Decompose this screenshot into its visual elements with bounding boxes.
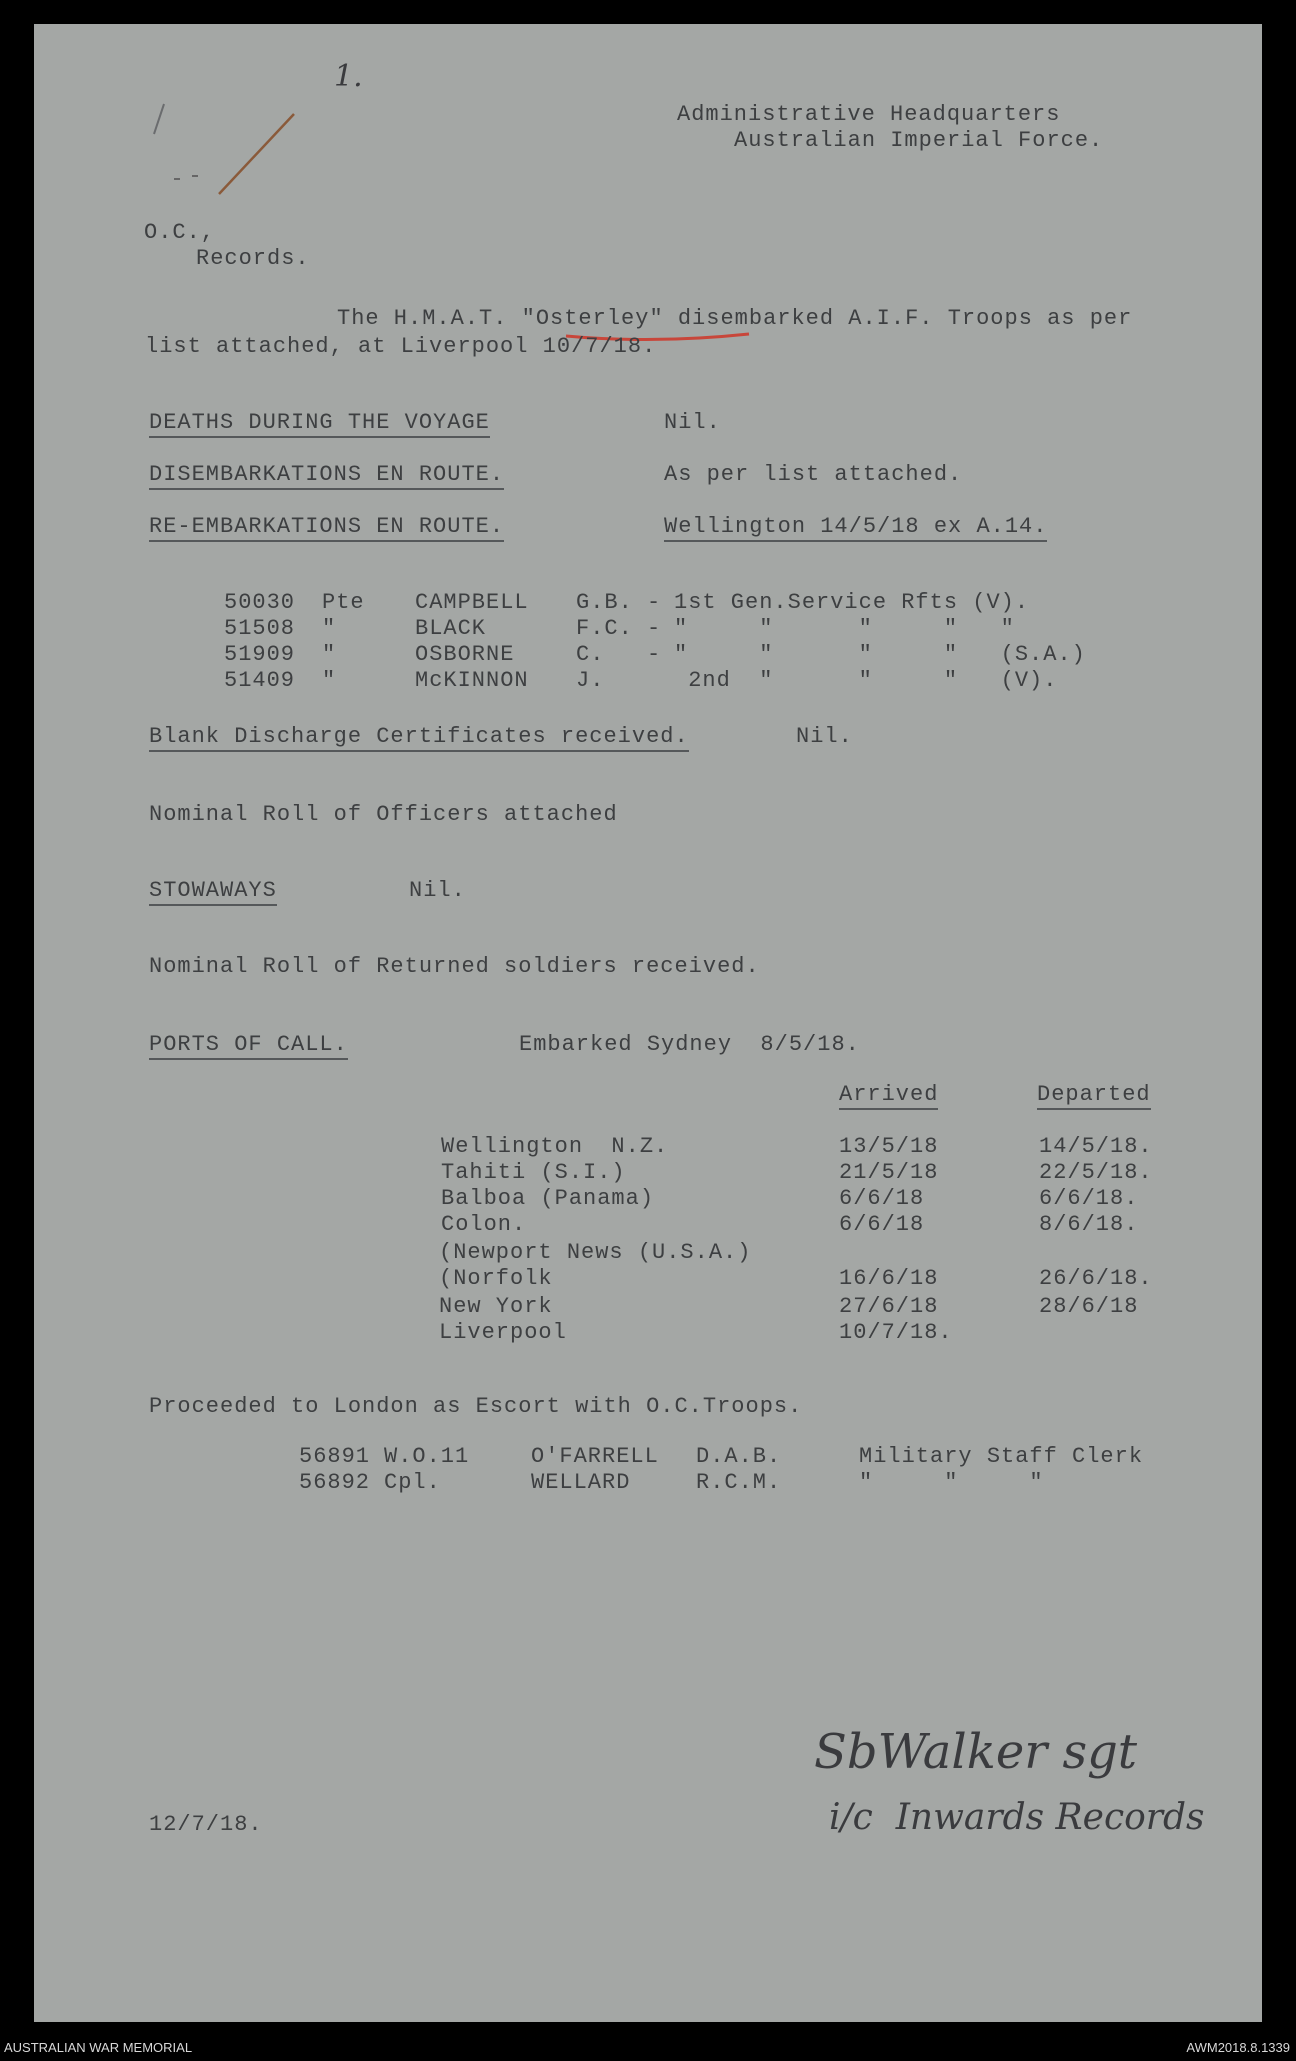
addressee-line-2: Records.	[196, 246, 310, 271]
escort-service-no: 56892	[299, 1470, 371, 1495]
header-line-2: Australian Imperial Force.	[734, 128, 1104, 153]
reembarkations-label: RE-EMBARKATIONS EN ROUTE.	[149, 514, 504, 542]
port-departed: 22/5/18.	[1039, 1160, 1153, 1185]
reemb-name: CAMPBELL	[415, 590, 529, 615]
col-arrived: Arrived	[839, 1082, 938, 1110]
port-name: Balboa (Panama)	[441, 1186, 655, 1211]
disembarkations-value: As per list attached.	[664, 462, 963, 487]
port-arrived: 10/7/18.	[839, 1320, 953, 1345]
document-date: 12/7/18.	[149, 1812, 263, 1837]
escort-title: Proceeded to London as Escort with O.C.Troops.	[149, 1394, 803, 1419]
reemb-service-no: 51909	[224, 642, 296, 667]
reemb-initials: J.	[576, 668, 605, 693]
stowaways-label: STOWAWAYS	[149, 878, 277, 906]
signature: SbWalker sgt	[814, 1724, 1138, 1780]
signature-title: i/c Inwards Records	[829, 1797, 1205, 1838]
addressee-line-1: O.C.,	[144, 220, 216, 245]
reemb-rank: Pte	[322, 590, 365, 615]
escort-role: " " "	[859, 1470, 1044, 1495]
reemb-unit: 2nd " " " (V).	[674, 668, 1058, 693]
reemb-rank: "	[322, 642, 337, 667]
port-name: Liverpool	[439, 1320, 567, 1345]
reemb-unit: " " " " (S.A.)	[674, 642, 1086, 667]
footer-accession-number: AWM2018.8.1339	[1186, 2040, 1290, 2055]
page-mark: 1.	[334, 59, 363, 94]
escort-unit: D.A.B.	[696, 1444, 782, 1469]
reemb-service-no: 51409	[224, 668, 296, 693]
ports-embarked: Embarked Sydney 8/5/18.	[519, 1032, 860, 1057]
port-arrived: 6/6/18	[839, 1186, 925, 1211]
port-arrived: 6/6/18	[839, 1212, 925, 1237]
document-page	[34, 24, 1262, 2022]
port-name: New York	[439, 1294, 553, 1319]
port-name: Tahiti (S.I.)	[441, 1160, 626, 1185]
reemb-unit: " " " " "	[674, 616, 1015, 641]
pencil-mark	[144, 94, 324, 214]
intro-line-2: list attached, at Liverpool 10/7/18.	[145, 334, 657, 359]
port-departed: 26/6/18.	[1039, 1266, 1153, 1291]
port-name: (Newport News (U.S.A.)	[439, 1240, 752, 1265]
reemb-rank: "	[322, 668, 337, 693]
port-departed: 6/6/18.	[1039, 1186, 1139, 1211]
reemb-initials: C. -	[576, 642, 662, 667]
reemb-rank: "	[322, 616, 337, 641]
reemb-name: McKINNON	[415, 668, 529, 693]
reemb-name: OSBORNE	[415, 642, 515, 667]
intro-line-1: The H.M.A.T. "Osterley" disembarked A.I.F. Troops as per	[337, 306, 1133, 331]
reemb-service-no: 51508	[224, 616, 296, 641]
reemb-service-no: 50030	[224, 590, 296, 615]
port-departed: 8/6/18.	[1039, 1212, 1139, 1237]
reemb-initials: G.B. -	[576, 590, 662, 615]
port-arrived: 27/6/18	[839, 1294, 939, 1319]
port-departed: 28/6/18	[1039, 1294, 1139, 1319]
blank-discharge-value: Nil.	[796, 724, 853, 749]
disembarkations-label: DISEMBARKATIONS EN ROUTE.	[149, 462, 504, 490]
port-departed: 14/5/18.	[1039, 1134, 1153, 1159]
footer-institution: AUSTRALIAN WAR MEMORIAL	[4, 2040, 193, 2055]
stowaways-value: Nil.	[409, 878, 466, 903]
escort-rank: W.O.11	[384, 1444, 470, 1469]
escort-name: O'FARRELL	[531, 1444, 659, 1469]
deaths-label: DEATHS DURING THE VOYAGE	[149, 410, 490, 438]
reembarkations-value: Wellington 14/5/18 ex A.14.	[664, 514, 1047, 542]
port-name: Wellington N.Z.	[441, 1134, 669, 1159]
port-arrived: 16/6/18	[839, 1266, 939, 1291]
escort-unit: R.C.M.	[696, 1470, 782, 1495]
port-arrived: 21/5/18	[839, 1160, 939, 1185]
col-departed: Departed	[1037, 1082, 1151, 1110]
reemb-unit: 1st Gen.Service Rfts (V).	[674, 590, 1030, 615]
reemb-initials: F.C. -	[576, 616, 662, 641]
nominal-officers: Nominal Roll of Officers attached	[149, 802, 618, 827]
escort-role: Military Staff Clerk	[859, 1444, 1144, 1469]
header-line-1: Administrative Headquarters	[677, 102, 1061, 127]
port-name: Colon.	[441, 1212, 527, 1237]
ports-label: PORTS OF CALL.	[149, 1032, 348, 1060]
deaths-value: Nil.	[664, 410, 721, 435]
port-name: (Norfolk	[439, 1266, 553, 1291]
escort-rank: Cpl.	[384, 1470, 441, 1495]
port-arrived: 13/5/18	[839, 1134, 939, 1159]
escort-name: WELLARD	[531, 1470, 631, 1495]
blank-discharge-label: Blank Discharge Certificates received.	[149, 724, 689, 752]
nominal-returned: Nominal Roll of Returned soldiers received.	[149, 954, 760, 979]
reemb-name: BLACK	[415, 616, 487, 641]
escort-service-no: 56891	[299, 1444, 371, 1469]
